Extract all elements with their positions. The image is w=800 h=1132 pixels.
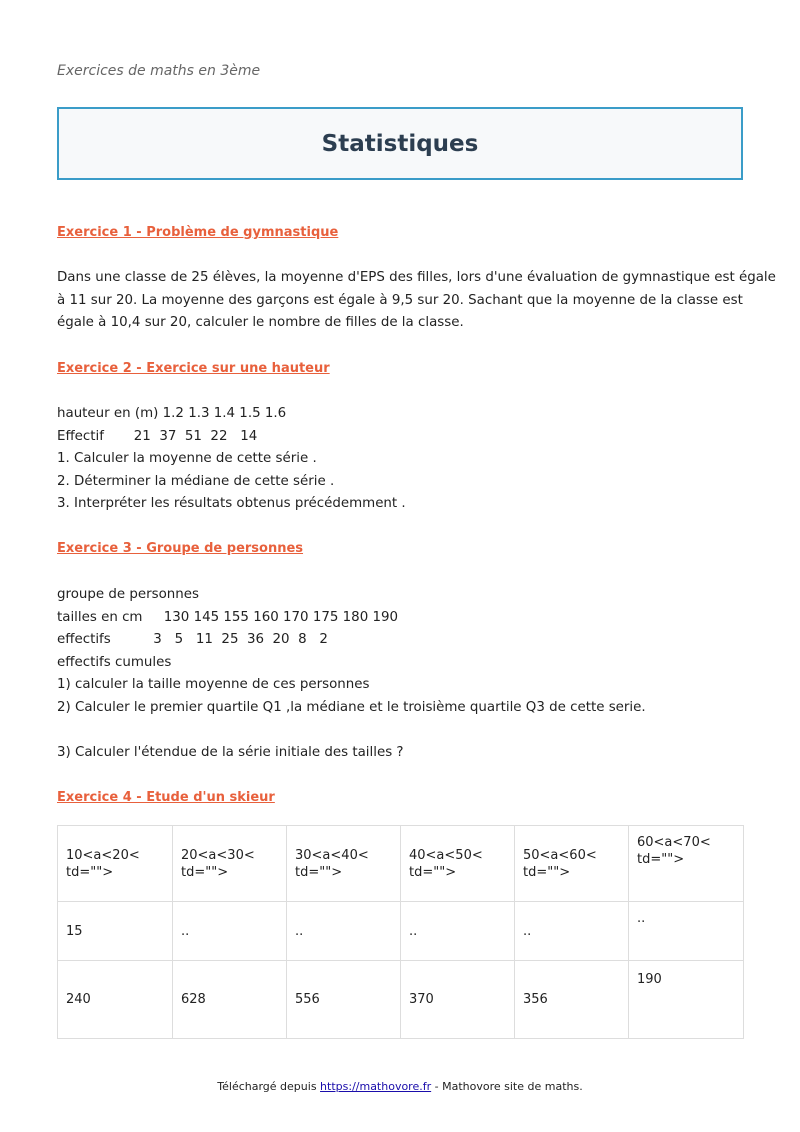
exercise-1-line: à 11 sur 20. La moyenne des garçons est égale à 9,5 sur 20. Sachant que la moyenne de la classe est: [57, 292, 743, 308]
exercise-3-line: 2) Calculer le premier quartile Q1 ,la médiane et le troisième quartile Q3 de cette serie.: [57, 699, 646, 715]
table-cell: 50<a<60< td="">: [515, 826, 629, 902]
table-cell: 20<a<30< td="">: [173, 826, 287, 902]
exercise-3-heading: Exercice 3 - Groupe de personnes: [57, 541, 304, 556]
exercise-3-line: groupe de personnes: [57, 587, 199, 602]
table-cell: 240: [58, 961, 173, 1039]
table-row: [58, 902, 744, 961]
table-cell: ..: [401, 902, 515, 961]
table-cell: 30<a<40< td="">: [287, 826, 401, 902]
exercise-2-line: 1. Calculer la moyenne de cette série .: [57, 451, 317, 467]
table-cell: 190: [629, 961, 744, 1039]
table-row: [58, 961, 744, 1039]
document-subject: Exercices de maths en 3ème: [57, 63, 261, 79]
exercise-3-statement: [57, 584, 743, 765]
table-cell: 370: [401, 961, 515, 1039]
table-cell: ..: [173, 902, 287, 961]
exercise-2-line: hauteur en (m) 1.2 1.3 1.4 1.5 1.6: [57, 406, 287, 421]
table-cell: ..: [629, 902, 744, 961]
exercise-3-line: effectifs 3 5 11 25 36 20 8 2: [57, 632, 328, 648]
exercise-2-line: Effectif 21 37 51 22 14: [57, 428, 258, 444]
exercise-4-heading: Exercice 4 - Etude d'un skieur: [57, 790, 275, 805]
exercise-2-line: 2. Déterminer la médiane de cette série .: [57, 473, 335, 489]
exercise-2-line: 3. Interpréter les résultats obtenus précédemment .: [57, 496, 406, 512]
exercise-1-statement: [57, 267, 776, 335]
table-cell: 356: [515, 961, 629, 1039]
table-cell: 10<a<20< td="">: [58, 826, 173, 902]
footer-suffix: - Mathovore site de maths.: [431, 1080, 583, 1093]
table-row: [58, 826, 744, 902]
page-footer: [0, 1080, 800, 1093]
exercise-3-line: 3) Calculer l'étendue de la série initiale des tailles ?: [57, 745, 404, 761]
skier-table: [57, 825, 744, 1039]
exercise-1-heading: Exercice 1 - Problème de gymnastique: [57, 225, 339, 240]
exercise-3-line: 1) calculer la taille moyenne de ces personnes: [57, 677, 370, 693]
table-cell: ..: [515, 902, 629, 961]
table-cell: 15: [58, 902, 173, 961]
table-cell: 628: [173, 961, 287, 1039]
exercise-1-line: égale à 10,4 sur 20, calculer le nombre de filles de la classe.: [57, 315, 464, 331]
table-cell: 60<a<70< td="">: [629, 826, 744, 902]
exercise-3-line: tailles en cm 130 145 155 160 170 175 180 190: [57, 609, 399, 625]
exercise-2-heading: Exercice 2 - Exercice sur une hauteur: [57, 361, 330, 376]
table-cell: 40<a<50< td="">: [401, 826, 515, 902]
page-title: Statistiques: [321, 130, 479, 157]
table-cell: 556: [287, 961, 401, 1039]
title-box: [57, 107, 743, 180]
table-cell: ..: [287, 902, 401, 961]
footer-prefix: Téléchargé depuis: [217, 1080, 321, 1093]
paragraph-gap: [57, 720, 743, 743]
exercise-2-statement: [57, 403, 743, 516]
exercise-3-line: effectifs cumules: [57, 654, 172, 670]
footer-link[interactable]: https://mathovore.fr: [320, 1080, 432, 1093]
exercise-1-line: Dans une classe de 25 élèves, la moyenne d'EPS des filles, lors d'une évaluation de gymnastique est égale: [57, 270, 776, 285]
